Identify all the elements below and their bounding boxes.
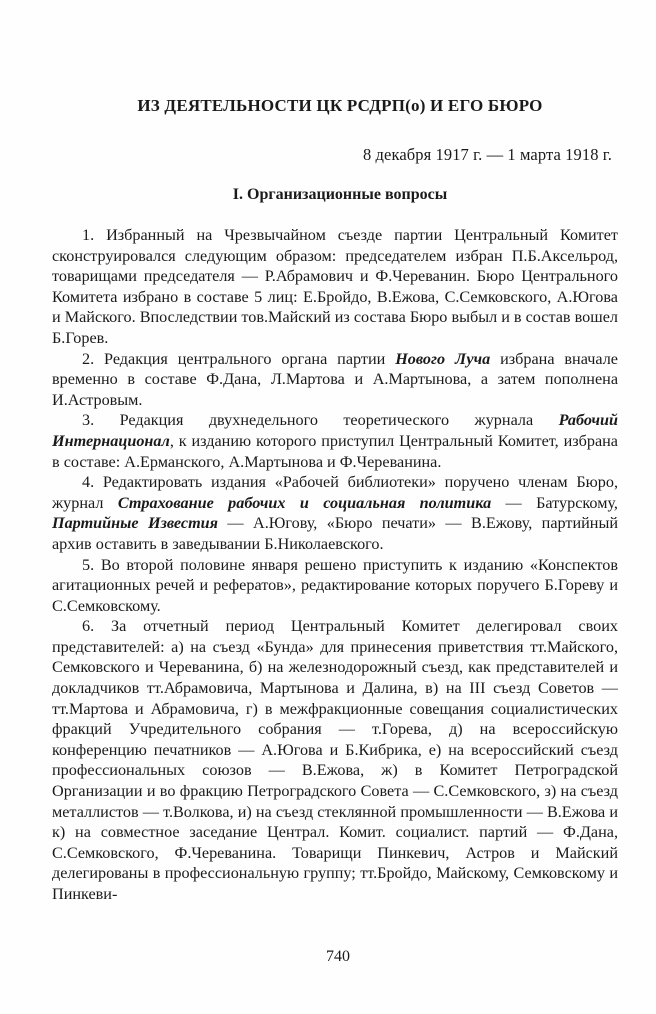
- page-number: 740: [326, 948, 350, 965]
- emphasized-title: Нового Луча: [395, 349, 491, 368]
- paragraph-text: — Батурскому,: [491, 493, 618, 512]
- document-title: ИЗ ДЕЯТЕЛЬНОСТИ ЦК РСДРП(о) И ЕГО БЮРО: [137, 96, 543, 115]
- paragraph-text: 1. Избранный на Чрезвычайном съезде партии Центральный Комитет сконструировался следующим образом: председателем избран П.Б.Аксельрод, товарищами председателя — Р.Абрамович и Ф.Череванин. Бюро Центрального Комитета избрано в составе 5 лиц: Е.Бройдо, В.Ежова, С.Семковского, А.Югова и Майского. Впоследствии тов.Майский из состава Бюро выбыл и в состав вошел Б.Горев.: [52, 226, 618, 347]
- paragraph-5: [52, 555, 618, 617]
- paragraph-text: , к изданию которого приступил Центральный Комитет, избрана в составе: А.Ерманского, А.Мартынова и Ф.Череванина.: [52, 431, 618, 471]
- paragraph-text: — А.Югову, «Бюро печати» — В.Ежову, партийный архив оставить в заведывании Б.Николаевского.: [52, 514, 618, 553]
- paragraph-4: [52, 472, 618, 554]
- paragraph-text: избрана вначале временно в составе Ф.Дана, Л.Мартова и А.Мартынова, а затем пополнена И.Астровым.: [52, 349, 618, 409]
- paragraph-text: 2. Редакция центрального органа партии: [82, 349, 396, 368]
- emphasized-title: Партийные Известия: [52, 514, 219, 533]
- date-range: 8 декабря 1917 г. — 1 марта 1918 г.: [362, 145, 612, 164]
- paragraph-2: [52, 349, 618, 411]
- paragraph-text: 6. За отчетный период Центральный Комитет делегировал своих представителей: а) на съезд «Бунда» для принесения приветствия тт.Майского, Семковского и Череванина, б) на железнодорожный съезд, как представителей и докладчиков тт.Абрамовича, Мартынова и Далина, в) на III съезд Советов — тт.Мартова и Абрамовича, г) в межфракционные совещания социалистических фракций Учредительного собрания — т.Горева, д) на всероссийскую конференцию печатников — А.Югова и Б.Кибрика, е) на всероссийский съезд профессиональных союзов — В.Ежова, ж) в Комитет Петроградской Организации и во фракцию Петроградского Совета — С.Семковского, з) на съезд металлистов — т.Волкова, и) на съезд стеклянной промышленности — В.Ежова и к) на совместное заседание Централ. Комит. социалист. партий — Ф.Дана, С.Семковского, Ф.Череванина. Товарищи Пинкевич, Астров и Майский делегированы в профессиональную группу; тт.Бройдо, Майскому, Семковскому и Пинкеви-: [52, 617, 618, 903]
- paragraph-text: 4. Редактировать издания «Рабочей библиотеки» поручено членам Бюро, журнал: [52, 473, 618, 512]
- paragraph-3: [52, 410, 618, 472]
- body-text: [52, 225, 618, 905]
- paragraph-text: 3. Редакция двухнедельного теоретического журнала: [82, 411, 559, 430]
- paragraph-1: [52, 225, 618, 349]
- emphasized-title: Страхование рабочих и социальная политика: [117, 493, 492, 512]
- paragraph-text: 5. Во второй половине января решено приступить к изданию «Конспектов агитационных речей и рефератов», редактирование которых поручего Б.Гореву и С.Семковскому.: [52, 555, 618, 615]
- section-heading: I. Организационные вопросы: [232, 186, 448, 203]
- emphasized-title: Рабочий Интернационал: [52, 411, 618, 450]
- paragraph-6: [52, 616, 618, 904]
